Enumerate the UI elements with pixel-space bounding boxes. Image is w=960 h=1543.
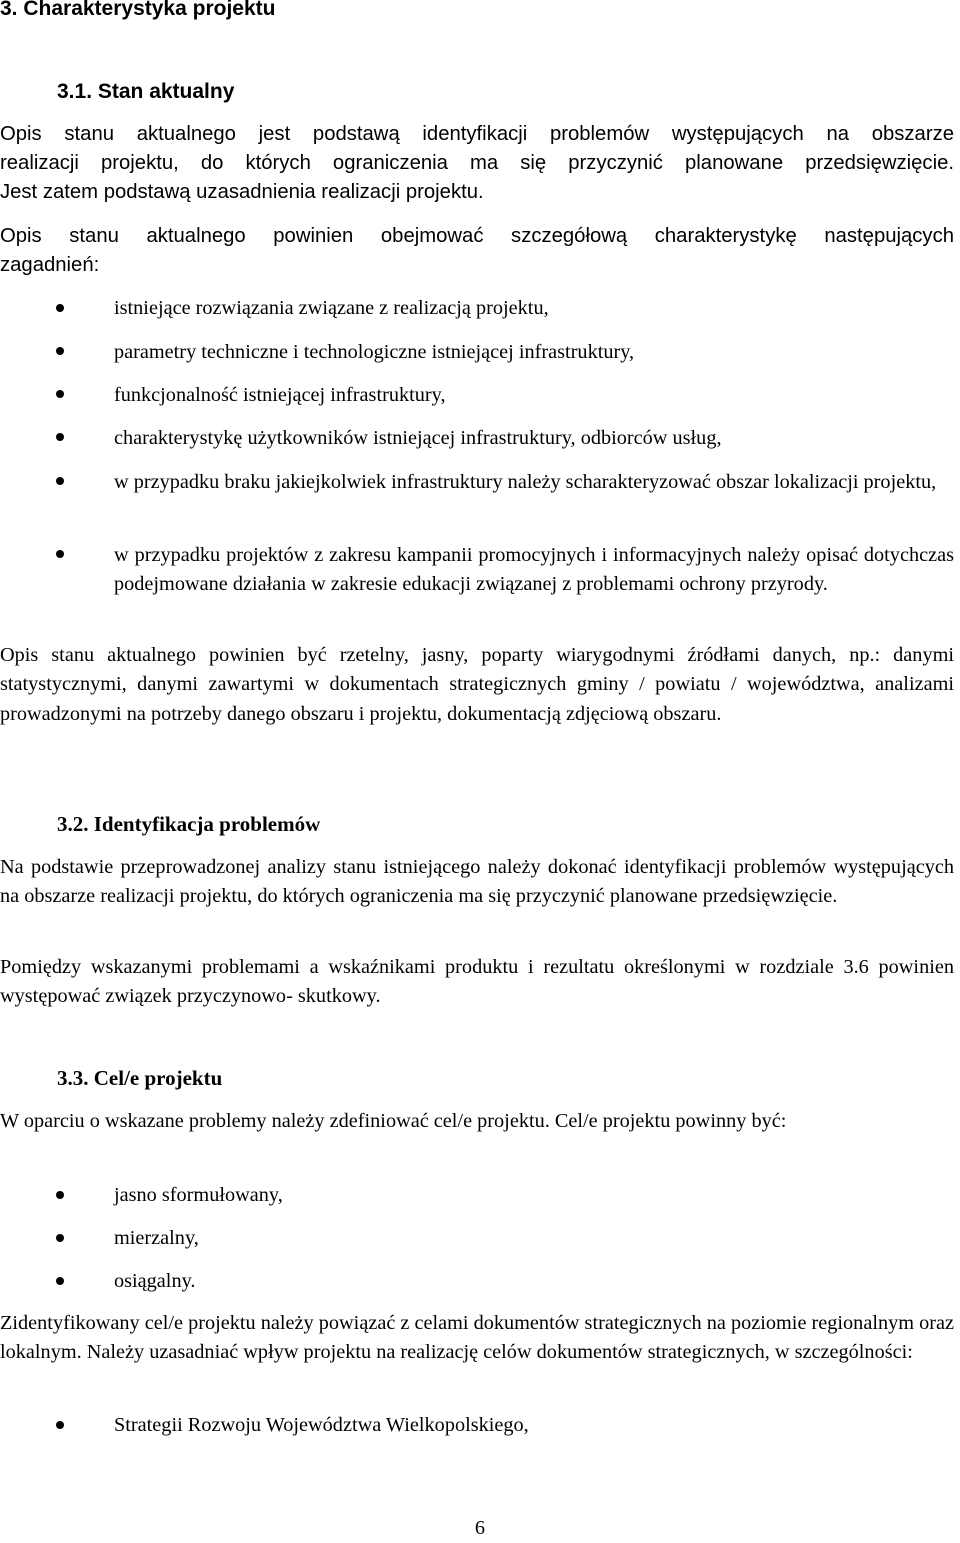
paragraph: Zidentyfikowany cel/e projektu należy powiązać z celami dokumentów strategicznych na poziomie regionalnym oraz lokalnym. Należy uzasadniać wpływ projektu na realizację celów dokumentów strategicznych, w szczególności:	[0, 1312, 954, 1364]
bullet-icon	[56, 1277, 64, 1285]
page-number: 6	[474, 1517, 486, 1539]
paragraph: W oparciu o wskazane problemy należy zdefiniować cel/e projektu. Cel/e projektu powinny być:	[0, 1110, 787, 1132]
bullet-icon	[56, 1421, 64, 1429]
list-item: osiągalny.	[114, 1270, 196, 1292]
paragraph: Pomiędzy wskazanymi problemami a wskaźnikami produktu i rezultatu określonymi w rozdziale 3.6 powinien występować związek przyczynowo- skutkowy.	[0, 956, 954, 1008]
paragraph: Na podstawie przeprowadzonej analizy stanu istniejącego należy dokonać identyfikacji problemów występujących na obszarze realizacji projektu, do których ograniczenia ma się przyczynić planowane przedsięwzięcie.	[0, 856, 954, 908]
paragraph-line: Jest zatem podstawą uzasadnienia realizacji projektu.	[0, 181, 484, 203]
list-item: jasno sformułowany,	[114, 1184, 283, 1206]
list-item: Strategii Rozwoju Województwa Wielkopolskiego,	[114, 1414, 529, 1436]
bullet-icon	[56, 390, 64, 398]
list-item: parametry techniczne i technologiczne istniejącej infrastruktury,	[114, 341, 635, 363]
list-item: istniejące rozwiązania związane z realizacją projektu,	[114, 297, 549, 319]
paragraph-line: Opis stanu aktualnego jest podstawą identyfikacji problemów występujących na obszarze	[0, 123, 954, 145]
section-heading: 3. Charakterystyka projektu	[0, 0, 276, 20]
list-item: charakterystykę użytkowników istniejącej infrastruktury, odbiorców usług,	[114, 427, 722, 449]
list-item: w przypadku projektów z zakresu kampanii promocyjnych i informacyjnych należy opisać dotychczas podejmowane działania w zakresie edukacji związanej z problemami ochrony przyrody.	[114, 544, 954, 595]
bullet-icon	[56, 550, 64, 558]
subsection-heading-3-2: 3.2. Identyfikacja problemów	[57, 812, 321, 836]
list-item: w przypadku braku jakiejkolwiek infrastruktury należy scharakteryzować obszar lokalizacji projektu,	[114, 471, 937, 493]
list-item: funkcjonalność istniejącej infrastruktury,	[114, 384, 446, 406]
bullet-icon	[56, 1234, 64, 1242]
paragraph-line: Opis stanu aktualnego powinien obejmować szczegółową charakterystykę następujących	[0, 225, 954, 247]
paragraph-line: zagadnień:	[0, 254, 100, 276]
bullet-icon	[56, 304, 64, 312]
bullet-icon	[56, 1191, 64, 1199]
paragraph-line: realizacji projektu, do których ograniczenia ma się przyczynić planowane przedsięwzięcie.	[0, 152, 954, 174]
subsection-heading-3-3: 3.3. Cel/e projektu	[57, 1066, 223, 1090]
list-item: mierzalny,	[114, 1227, 199, 1249]
subsection-heading-3-1: 3.1. Stan aktualny	[57, 80, 235, 103]
bullet-icon	[56, 433, 64, 441]
bullet-icon	[56, 347, 64, 355]
paragraph: Opis stanu aktualnego powinien być rzetelny, jasny, poparty wiarygodnymi źródłami danych, np.: danymi statystycznymi, danymi zawartymi w dokumentach strategicznych gminy / powiatu / województwa, analizami prowadzonymi na potrzeby danego obszaru i projektu, dokumentacją zdjęciową obszaru.	[0, 644, 954, 725]
bullet-icon	[56, 477, 64, 485]
